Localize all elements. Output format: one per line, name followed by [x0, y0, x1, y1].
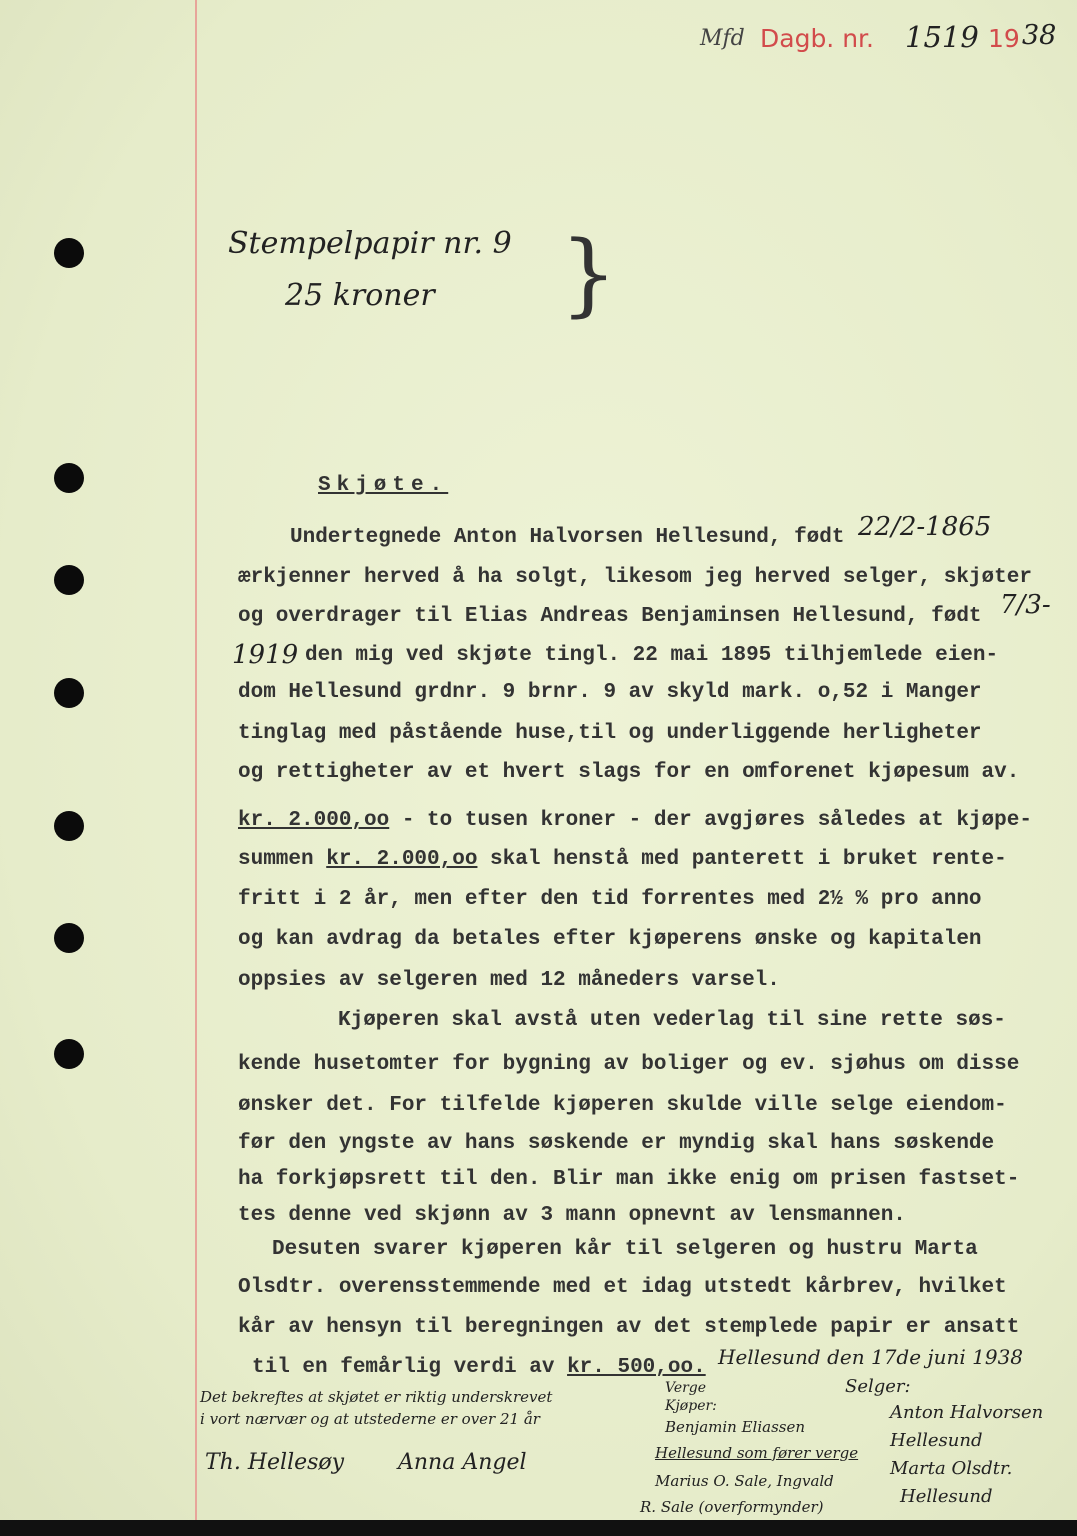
amount: kr. 500,oo. [567, 1356, 706, 1379]
punch-hole [54, 678, 84, 708]
handwritten-birthdate: 7/3- [1000, 590, 1051, 620]
text-line: til en femårlig verdi av [252, 1356, 568, 1379]
punch-hole [54, 238, 84, 268]
amount: kr. 2.000,oo [238, 809, 390, 832]
text-line: den mig ved skjøte tingl. 22 mai 1895 tilhjemlede eien- [305, 644, 999, 667]
certification-text: i vort nærvær og at utstederne er over 21 år [200, 1410, 540, 1428]
text-line: dom Hellesund grdnr. 9 brnr. 9 av skyld mark. o,52 i Manger [238, 681, 982, 704]
text-line: kende husetomter for bygning av boliger og ev. sjøhus om disse [238, 1053, 1020, 1076]
text-line: før den yngste av hans søskende er myndig skal hans søskende [238, 1132, 995, 1155]
buyer-signature: Hellesund som fører verge [655, 1444, 859, 1462]
overformynder-signature: R. Sale (overformynder) [640, 1498, 824, 1516]
text-line: og overdrager til Elias Andreas Benjaminsen Hellesund, født [238, 605, 982, 628]
text-line: og rettigheter av et hvert slags for en omforenet kjøpesum av. [238, 761, 1020, 784]
text-line: kår av hensyn til beregningen av det stemplede papir er ansatt [238, 1316, 1020, 1339]
text-line: oppsies av selgeren med 12 måneders varsel. [238, 969, 780, 992]
overformynder-signature: Marius O. Sale, Ingvald [655, 1472, 834, 1490]
seller-signature: Anton Halvorsen [890, 1402, 1044, 1423]
place-date: Hellesund den 17de juni 1938 [718, 1345, 1024, 1369]
witness-signature: Th. Hellesøy [205, 1450, 345, 1475]
stamp-paper-value: 25 kroner [285, 278, 435, 313]
scan-border [0, 1520, 1077, 1536]
text-line: summen [238, 848, 327, 871]
text-line: - to tusen kroner - der avgjøres således at kjøpe- [389, 809, 1032, 832]
text-line: og kan avdrag da betales efter kjøperens ønske og kapitalen [238, 928, 982, 951]
seller-label: Selger: [845, 1376, 911, 1397]
stamp-paper-line: Stempelpapir nr. 9 [228, 226, 512, 261]
text-line: tes denne ved skjønn av 3 mann opnevnt av lensmannen. [238, 1204, 906, 1227]
initials: Mfd [700, 26, 745, 51]
punch-hole [54, 923, 84, 953]
seller-signature: Marta Olsdtr. [890, 1458, 1013, 1479]
punch-hole [54, 811, 84, 841]
text-line: Kjøperen skal avstå uten vederlag til sine rette søs- [338, 1009, 1006, 1032]
witness-signature: Anna Angel [398, 1450, 527, 1475]
text-line: tinglag med påstående huse,til og underliggende herligheter [238, 722, 982, 745]
text-line: fritt i 2 år, men efter den tid forrentes med 2½ % pro anno [238, 888, 982, 911]
text-line: Olsdtr. overensstemmende med et idag utstedt kårbrev, hvilket [238, 1276, 1007, 1299]
punch-hole [54, 463, 84, 493]
buyer-label: Kjøper: [665, 1398, 717, 1414]
seller-signature: Hellesund [890, 1430, 983, 1451]
year-prefix: 19 [988, 24, 1020, 53]
brace: } [560, 222, 618, 327]
buyer-signature: Benjamin Eliassen [665, 1418, 806, 1436]
text-line: ønsker det. For tilfelde kjøperen skulde ville selge eiendom- [238, 1094, 1007, 1117]
amount: kr. 2.000,oo [326, 848, 478, 871]
dagb-number: 1519 [905, 20, 979, 54]
margin-line [195, 0, 197, 1520]
guardian-label: Verge [665, 1380, 707, 1396]
punch-hole [54, 565, 84, 595]
punch-hole [54, 1039, 84, 1069]
handwritten-birthdate: 22/2-1865 [858, 512, 992, 542]
handwritten-birthyear: 1919 [232, 640, 299, 670]
document-title: Skjøte. [318, 474, 449, 497]
text-line: ærkjenner herved å ha solgt, likesom jeg herved selger, skjøter [238, 566, 1032, 589]
certification-text: Det bekreftes at skjøtet er riktig underskrevet [200, 1388, 553, 1406]
text-line: skal henstå med panterett i bruket rente- [477, 848, 1007, 871]
dagb-label: Dagb. nr. [760, 24, 874, 53]
text-line: ha forkjøpsrett til den. Blir man ikke enig om prisen fastset- [238, 1168, 1020, 1191]
seller-signature: Hellesund [900, 1486, 993, 1507]
text-line: Desuten svarer kjøperen kår til selgeren og hustru Marta [272, 1238, 978, 1261]
text-line: Undertegnede Anton Halvorsen Hellesund, født [290, 526, 845, 549]
year-suffix: 38 [1022, 20, 1057, 51]
